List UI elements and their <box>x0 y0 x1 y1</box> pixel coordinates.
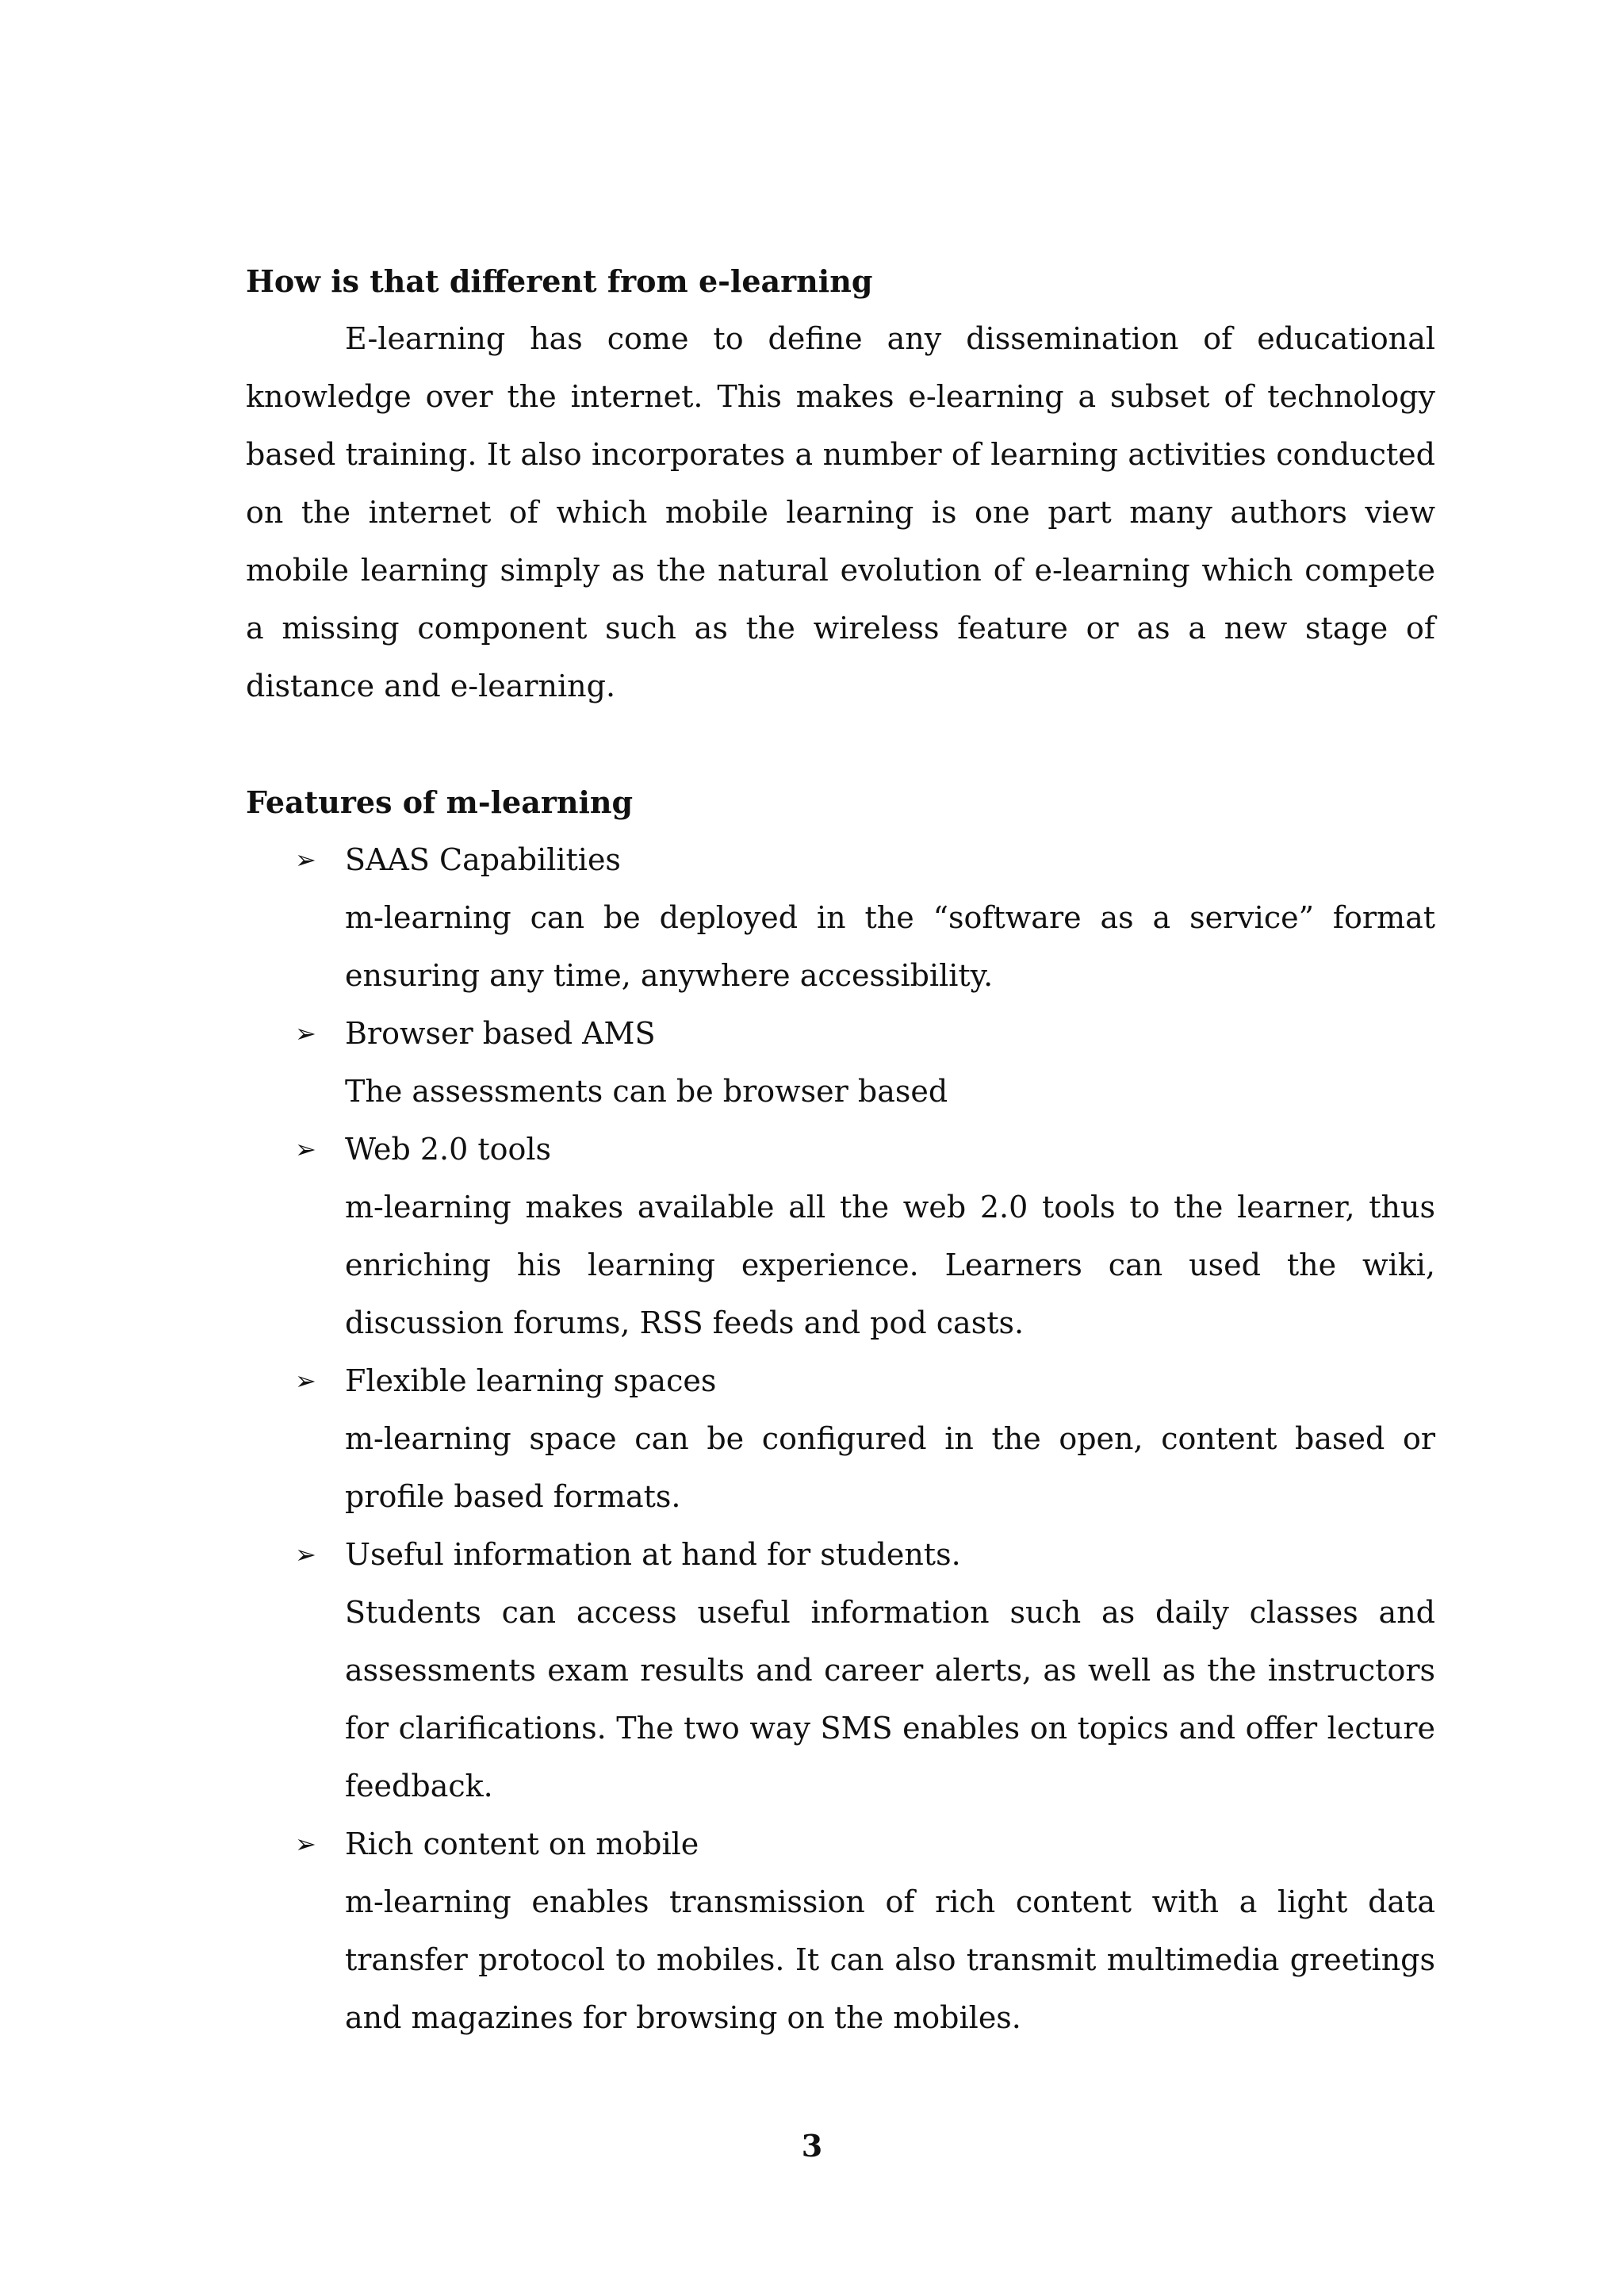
feature-title: SAAS Capabilities <box>345 842 621 877</box>
feature-item <box>246 1121 1435 1352</box>
section-heading-difference: How is that different from e-learning <box>246 263 873 299</box>
page-content <box>246 252 1435 2047</box>
feature-description: Students can access useful information such as daily classes and assessments exam results and career alerts, as well as the instructors for clarifications. The two way SMS enables on topics and offer lecture feedback. <box>345 1595 1435 1803</box>
feature-description: m-learning makes available all the web 2.0 tools to the learner, thus enriching his learning experience. Learners can used the wiki, discussion forums, RSS feeds and pod casts. <box>345 1190 1435 1340</box>
arrow-bullet-icon: ➢ <box>295 1829 316 1859</box>
feature-title: Rich content on mobile <box>345 1826 699 1861</box>
section-paragraph-difference: E-learning has come to define any dissemination of educational knowledge over the internet. This makes e-learning a subset of technology based training. It also incorporates a number of learning activities conducted on the internet of which mobile learning is one part many authors view mobile learning simply as the natural evolution of e-learning which compete a missing component such as the wireless feature or as a new stage of distance and e-learning. <box>246 321 1435 703</box>
arrow-bullet-icon: ➢ <box>295 845 316 875</box>
arrow-bullet-icon: ➢ <box>295 1366 316 1396</box>
feature-title: Browser based AMS <box>345 1016 656 1051</box>
arrow-bullet-icon: ➢ <box>295 1134 316 1164</box>
feature-description: m-learning can be deployed in the “software as a service” format ensuring any time, anywhere accessibility. <box>345 900 1435 993</box>
feature-title: Flexible learning spaces <box>345 1363 717 1398</box>
page-number: 3 <box>801 2128 823 2164</box>
arrow-bullet-icon: ➢ <box>295 1539 316 1570</box>
feature-description: m-learning enables transmission of rich content with a light data transfer protocol to mobiles. It can also transmit multimedia greetings and magazines for browsing on the mobiles. <box>345 1884 1435 2035</box>
feature-description: m-learning space can be configured in the open, content based or profile based formats. <box>345 1421 1435 1514</box>
feature-item <box>246 1526 1435 1815</box>
features-list <box>246 831 1435 2047</box>
feature-item <box>246 1815 1435 2047</box>
feature-item <box>246 1352 1435 1526</box>
section-spacer <box>246 715 1435 773</box>
arrow-bullet-icon: ➢ <box>295 1018 316 1048</box>
feature-title: Web 2.0 tools <box>345 1132 552 1167</box>
feature-description: The assessments can be browser based <box>345 1074 948 1109</box>
feature-title: Useful information at hand for students. <box>345 1537 961 1572</box>
section-heading-features: Features of m-learning <box>246 784 634 820</box>
feature-item <box>246 1005 1435 1121</box>
feature-item <box>246 831 1435 1005</box>
